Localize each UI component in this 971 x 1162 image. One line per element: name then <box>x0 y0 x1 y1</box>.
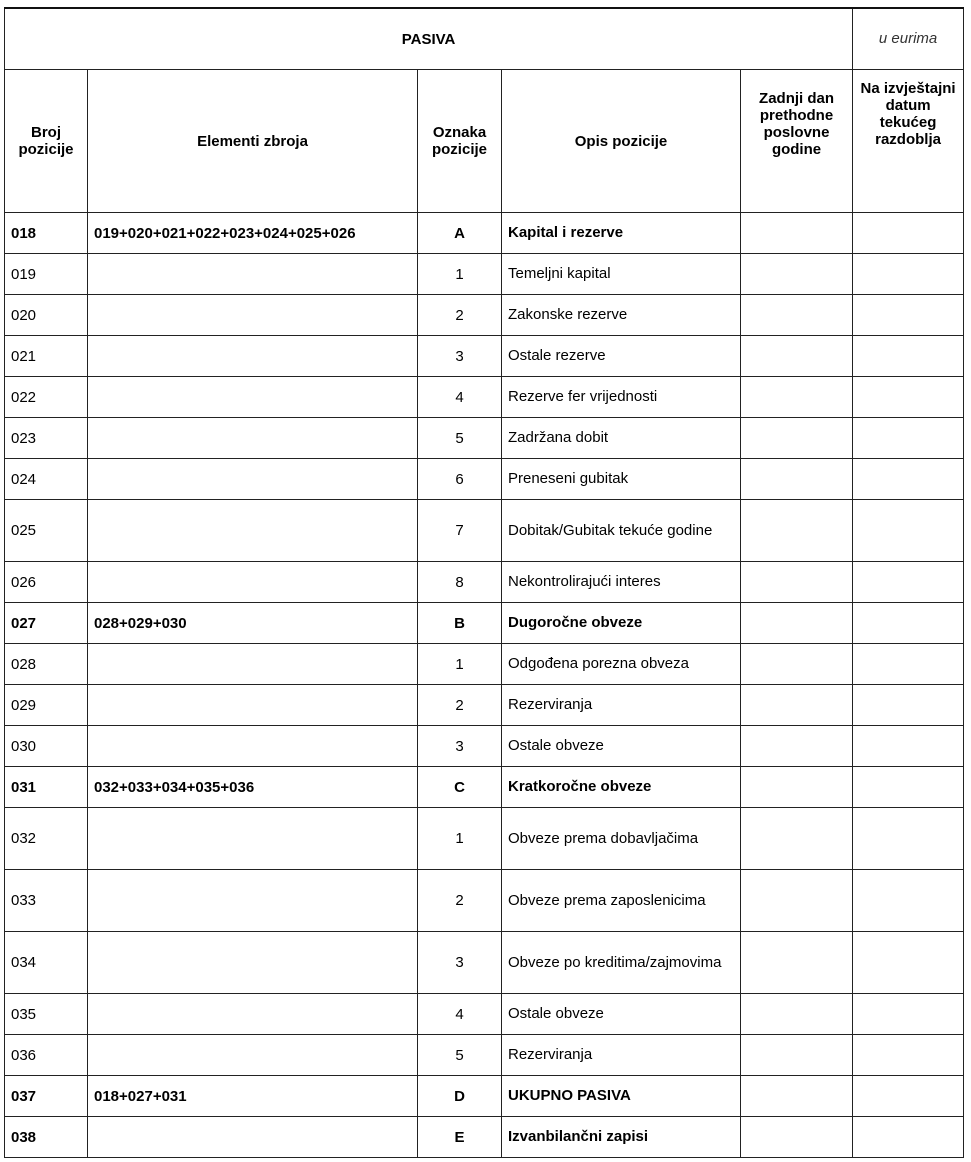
unit-label: u eurima <box>853 8 964 70</box>
cell-oznaka: 4 <box>418 994 502 1035</box>
cell-broj: 019 <box>5 254 88 295</box>
cell-oznaka: A <box>418 213 502 254</box>
cell-curr[interactable] <box>853 603 964 644</box>
cell-prev[interactable] <box>741 870 853 932</box>
cell-curr[interactable] <box>853 377 964 418</box>
cell-prev[interactable] <box>741 562 853 603</box>
cell-elementi <box>88 932 418 994</box>
cell-elementi <box>88 500 418 562</box>
cell-broj: 018 <box>5 213 88 254</box>
table-row <box>5 500 964 562</box>
cell-curr[interactable] <box>853 418 964 459</box>
cell-broj: 020 <box>5 295 88 336</box>
cell-curr[interactable] <box>853 336 964 377</box>
cell-curr[interactable] <box>853 994 964 1035</box>
cell-elementi <box>88 808 418 870</box>
cell-oznaka: 1 <box>418 254 502 295</box>
cell-broj: 032 <box>5 808 88 870</box>
cell-curr[interactable] <box>853 870 964 932</box>
cell-curr[interactable] <box>853 808 964 870</box>
table-row <box>5 1117 964 1158</box>
cell-curr[interactable] <box>853 459 964 500</box>
header-opis: Opis pozicije <box>502 70 741 213</box>
cell-oznaka: 7 <box>418 500 502 562</box>
cell-opis: Ostale rezerve <box>502 336 741 377</box>
cell-broj: 033 <box>5 870 88 932</box>
cell-broj: 038 <box>5 1117 88 1158</box>
cell-opis: Rezerviranja <box>502 685 741 726</box>
cell-broj: 034 <box>5 932 88 994</box>
cell-curr[interactable] <box>853 685 964 726</box>
cell-curr[interactable] <box>853 1035 964 1076</box>
cell-elementi: 018+027+031 <box>88 1076 418 1117</box>
table-row <box>5 562 964 603</box>
cell-prev[interactable] <box>741 213 853 254</box>
cell-prev[interactable] <box>741 1117 853 1158</box>
cell-prev[interactable] <box>741 932 853 994</box>
cell-curr[interactable] <box>853 644 964 685</box>
table-row <box>5 932 964 994</box>
table-row <box>5 377 964 418</box>
cell-prev[interactable] <box>741 295 853 336</box>
cell-elementi <box>88 1117 418 1158</box>
cell-elementi <box>88 562 418 603</box>
cell-broj: 025 <box>5 500 88 562</box>
cell-prev[interactable] <box>741 1076 853 1117</box>
cell-opis: Dobitak/Gubitak tekuće godine <box>502 500 741 562</box>
cell-elementi <box>88 336 418 377</box>
table-row <box>5 870 964 932</box>
cell-opis: Preneseni gubitak <box>502 459 741 500</box>
cell-broj: 022 <box>5 377 88 418</box>
cell-curr[interactable] <box>853 254 964 295</box>
cell-elementi: 019+020+021+022+023+024+025+026 <box>88 213 418 254</box>
cell-broj: 021 <box>5 336 88 377</box>
cell-opis: Ostale obveze <box>502 726 741 767</box>
cell-elementi: 028+029+030 <box>88 603 418 644</box>
cell-opis: UKUPNO PASIVA <box>502 1076 741 1117</box>
cell-broj: 023 <box>5 418 88 459</box>
cell-opis: Kapital i rezerve <box>502 213 741 254</box>
cell-prev[interactable] <box>741 808 853 870</box>
table-row <box>5 603 964 644</box>
cell-elementi <box>88 994 418 1035</box>
cell-elementi <box>88 418 418 459</box>
cell-oznaka: 5 <box>418 1035 502 1076</box>
table-row <box>5 336 964 377</box>
table-row <box>5 418 964 459</box>
table-row <box>5 1076 964 1117</box>
table-row <box>5 767 964 808</box>
cell-oznaka: C <box>418 767 502 808</box>
cell-oznaka: 6 <box>418 459 502 500</box>
cell-prev[interactable] <box>741 726 853 767</box>
cell-oznaka: 1 <box>418 644 502 685</box>
cell-broj: 030 <box>5 726 88 767</box>
cell-broj: 028 <box>5 644 88 685</box>
cell-curr[interactable] <box>853 562 964 603</box>
table-row <box>5 994 964 1035</box>
cell-elementi: 032+033+034+035+036 <box>88 767 418 808</box>
cell-prev[interactable] <box>741 603 853 644</box>
cell-prev[interactable] <box>741 459 853 500</box>
cell-broj: 027 <box>5 603 88 644</box>
cell-opis: Zadržana dobit <box>502 418 741 459</box>
cell-elementi <box>88 377 418 418</box>
cell-oznaka: 3 <box>418 336 502 377</box>
cell-prev[interactable] <box>741 1035 853 1076</box>
cell-oznaka: D <box>418 1076 502 1117</box>
cell-prev[interactable] <box>741 644 853 685</box>
cell-elementi <box>88 254 418 295</box>
header-oznaka: Oznaka pozicije <box>418 70 502 213</box>
cell-elementi <box>88 726 418 767</box>
cell-elementi <box>88 870 418 932</box>
header-broj: Broj pozicije <box>5 70 88 213</box>
cell-oznaka: 2 <box>418 870 502 932</box>
table-row <box>5 213 964 254</box>
cell-broj: 031 <box>5 767 88 808</box>
cell-oznaka: 3 <box>418 726 502 767</box>
pasiva-table <box>4 7 964 1158</box>
cell-opis: Ostale obveze <box>502 994 741 1035</box>
cell-elementi <box>88 644 418 685</box>
table-row <box>5 808 964 870</box>
cell-curr[interactable] <box>853 500 964 562</box>
cell-opis: Odgođena porezna obveza <box>502 644 741 685</box>
cell-opis: Rezerviranja <box>502 1035 741 1076</box>
cell-curr[interactable] <box>853 767 964 808</box>
cell-broj: 026 <box>5 562 88 603</box>
cell-oznaka: 3 <box>418 932 502 994</box>
cell-broj: 024 <box>5 459 88 500</box>
cell-broj: 029 <box>5 685 88 726</box>
cell-oznaka: 4 <box>418 377 502 418</box>
table-row <box>5 254 964 295</box>
table-row <box>5 1035 964 1076</box>
cell-elementi <box>88 459 418 500</box>
cell-elementi <box>88 1035 418 1076</box>
cell-opis: Obveze prema dobavljačima <box>502 808 741 870</box>
cell-opis: Dugoročne obveze <box>502 603 741 644</box>
table-row <box>5 685 964 726</box>
cell-oznaka: 8 <box>418 562 502 603</box>
cell-curr[interactable] <box>853 726 964 767</box>
table-row <box>5 726 964 767</box>
cell-opis: Izvanbilančni zapisi <box>502 1117 741 1158</box>
table-row <box>5 459 964 500</box>
cell-curr[interactable] <box>853 1076 964 1117</box>
header-curr: Na izvještajni datum tekućeg razdoblja <box>853 70 964 213</box>
table-row <box>5 295 964 336</box>
cell-opis: Nekontrolirajući interes <box>502 562 741 603</box>
cell-opis: Temeljni kapital <box>502 254 741 295</box>
cell-prev[interactable] <box>741 994 853 1035</box>
cell-prev[interactable] <box>741 377 853 418</box>
cell-curr[interactable] <box>853 932 964 994</box>
cell-oznaka: 2 <box>418 295 502 336</box>
cell-opis: Kratkoročne obveze <box>502 767 741 808</box>
cell-opis: Obveze prema zaposlenicima <box>502 870 741 932</box>
cell-oznaka: B <box>418 603 502 644</box>
cell-oznaka: E <box>418 1117 502 1158</box>
cell-curr[interactable] <box>853 213 964 254</box>
cell-oznaka: 2 <box>418 685 502 726</box>
cell-opis: Obveze po kreditima/zajmovima <box>502 932 741 994</box>
header-elementi: Elementi zbroja <box>88 70 418 213</box>
cell-curr[interactable] <box>853 295 964 336</box>
table-row <box>5 644 964 685</box>
cell-broj: 035 <box>5 994 88 1035</box>
cell-elementi <box>88 685 418 726</box>
header-prev: Zadnji dan prethodne poslovne godine <box>741 70 853 213</box>
cell-prev[interactable] <box>741 685 853 726</box>
cell-opis: Rezerve fer vrijednosti <box>502 377 741 418</box>
cell-curr[interactable] <box>853 1117 964 1158</box>
cell-prev[interactable] <box>741 336 853 377</box>
cell-oznaka: 5 <box>418 418 502 459</box>
cell-elementi <box>88 295 418 336</box>
cell-opis: Zakonske rezerve <box>502 295 741 336</box>
cell-broj: 036 <box>5 1035 88 1076</box>
cell-prev[interactable] <box>741 500 853 562</box>
cell-prev[interactable] <box>741 418 853 459</box>
cell-prev[interactable] <box>741 254 853 295</box>
table-title: PASIVA <box>5 8 853 70</box>
cell-broj: 037 <box>5 1076 88 1117</box>
cell-prev[interactable] <box>741 767 853 808</box>
cell-oznaka: 1 <box>418 808 502 870</box>
